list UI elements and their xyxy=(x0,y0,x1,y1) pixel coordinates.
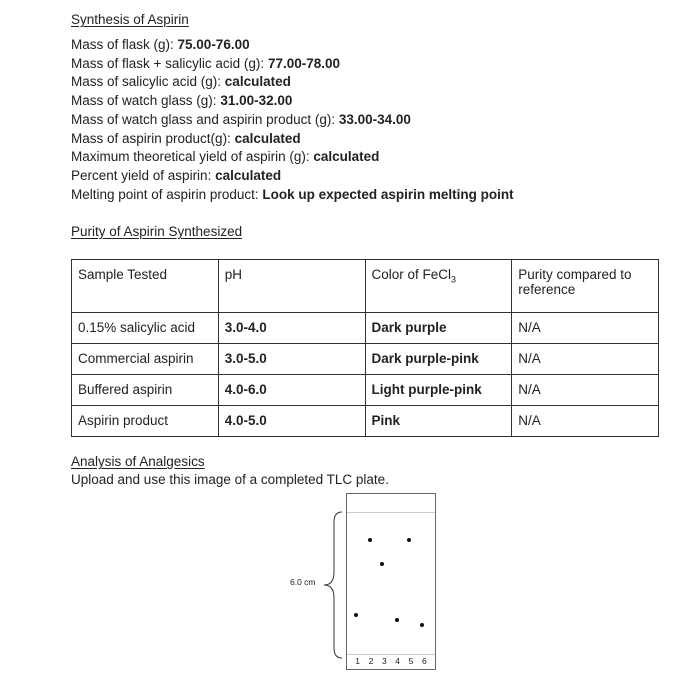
line-flask-salicylic-mass: Mass of flask + salicylic acid (g): 77.00-78.00 xyxy=(71,55,340,71)
tlc-plate xyxy=(346,493,436,670)
lane-label: 1 xyxy=(355,656,361,666)
lane-label: 2 xyxy=(368,656,374,666)
cell-color: Light purple-pink xyxy=(365,375,512,406)
purity-title: Purity of Aspirin Synthesized xyxy=(71,224,243,239)
cell-color: Dark purple xyxy=(365,313,512,344)
cell-sample: Commercial aspirin xyxy=(72,344,219,375)
distance-brace xyxy=(318,510,344,660)
synthesis-title: Synthesis of Aspirin xyxy=(71,12,189,27)
tlc-spot xyxy=(380,562,384,566)
table-row xyxy=(72,406,659,437)
distance-label: 6.0 cm xyxy=(290,577,316,587)
cell-sample: Aspirin product xyxy=(72,406,219,437)
origin-line xyxy=(347,654,435,655)
tlc-spot xyxy=(420,623,424,627)
line-flask-mass: Mass of flask (g): 75.00-76.00 xyxy=(71,37,250,52)
line-salicylic-mass: Mass of salicylic acid (g): calculated xyxy=(71,74,291,90)
cell-ph: 3.0-5.0 xyxy=(218,344,365,375)
lane-label: 4 xyxy=(395,656,401,666)
table-row xyxy=(72,313,659,344)
line-theoretical-yield: Maximum theoretical yield of aspirin (g): calculated xyxy=(71,149,380,165)
cell-purity: N/A xyxy=(512,313,659,344)
cell-ph: 4.0-6.0 xyxy=(218,375,365,406)
header-sample: Sample Tested xyxy=(72,260,219,313)
header-ph: pH xyxy=(218,260,365,313)
lane-labels xyxy=(347,656,435,666)
cell-purity: N/A xyxy=(512,344,659,375)
lane-label: 6 xyxy=(421,656,427,666)
cell-ph: 4.0-5.0 xyxy=(218,406,365,437)
header-purity: Purity compared to reference xyxy=(512,260,659,313)
analgesics-title: Analysis of Analgesics xyxy=(71,454,205,469)
line-watch-glass-mass: Mass of watch glass (g): 31.00-32.00 xyxy=(71,93,293,109)
line-percent-yield: Percent yield of aspirin: calculated xyxy=(71,167,282,183)
synthesis-data xyxy=(71,36,514,204)
header-color: Color of FeCl$_3$ xyxy=(365,260,512,313)
cell-color: Dark purple-pink xyxy=(365,344,512,375)
cell-purity: N/A xyxy=(512,375,659,406)
cell-sample: 0.15% salicylic acid xyxy=(72,313,219,344)
lane-label: 5 xyxy=(408,656,414,666)
tlc-spot xyxy=(354,613,358,617)
solvent-front-line xyxy=(347,512,435,513)
cell-sample: Buffered aspirin xyxy=(72,375,219,406)
table-row xyxy=(72,344,659,375)
cell-color: Pink xyxy=(365,406,512,437)
purity-table xyxy=(71,259,659,437)
line-watch-glass-aspirin-mass: Mass of watch glass and aspirin product (g): 33.00-34.00 xyxy=(71,111,411,127)
lane-label: 3 xyxy=(381,656,387,666)
table-row xyxy=(72,375,659,406)
line-melting-point: Melting point of aspirin product: Look up expected aspirin melting point xyxy=(71,186,514,202)
cell-purity: N/A xyxy=(512,406,659,437)
tlc-spot xyxy=(407,538,411,542)
upload-instruction: Upload and use this image of a completed TLC plate. xyxy=(71,472,389,487)
line-aspirin-mass: Mass of aspirin product(g): calculated xyxy=(71,130,301,146)
tlc-spot xyxy=(368,538,372,542)
table-header-row xyxy=(72,260,659,313)
cell-ph: 3.0-4.0 xyxy=(218,313,365,344)
tlc-spot xyxy=(395,618,399,622)
